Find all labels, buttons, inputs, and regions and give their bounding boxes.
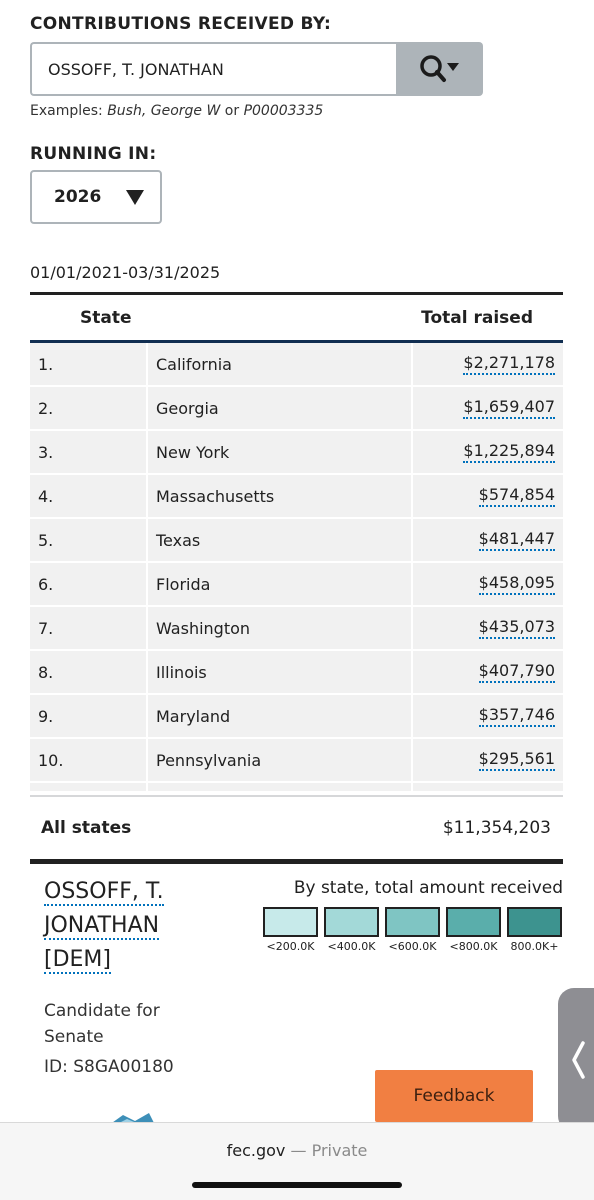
row-amount-link[interactable]: $357,746 xyxy=(479,705,555,727)
caret-down-icon xyxy=(447,63,459,71)
legend-swatch xyxy=(507,907,562,937)
map-legend xyxy=(263,907,562,953)
legend-swatch xyxy=(385,907,440,937)
row-amount-link[interactable]: $458,095 xyxy=(479,573,555,595)
table-row xyxy=(30,431,563,475)
table-row xyxy=(30,343,563,387)
election-year-select[interactable] xyxy=(30,170,162,224)
row-state: Pennsylvania xyxy=(148,739,413,781)
candidate-office: Candidate for Senate xyxy=(44,1001,160,1047)
legend-label: <200.0K xyxy=(266,940,315,953)
row-rank: 3. xyxy=(30,431,148,473)
column-header-total: Total raised xyxy=(421,307,533,328)
candidate-name-link[interactable]: OSSOFF, T. JONATHAN [DEM] xyxy=(44,879,164,972)
row-amount-link[interactable]: $407,790 xyxy=(479,661,555,683)
row-rank: 4. xyxy=(30,475,148,517)
row-rank: 1. xyxy=(30,343,148,385)
legend-item xyxy=(263,907,318,953)
table-row xyxy=(30,563,563,607)
all-states-total: $11,354,203 xyxy=(442,818,551,838)
row-state: Maryland xyxy=(148,695,413,737)
address-text[interactable]: fec.gov — Private xyxy=(226,1141,368,1160)
legend-swatch xyxy=(324,907,379,937)
table-row xyxy=(30,475,563,519)
row-state: Texas xyxy=(148,519,413,561)
row-state: Florida xyxy=(148,563,413,605)
legend-label: 800.0K+ xyxy=(510,940,559,953)
row-rank: 10. xyxy=(30,739,148,781)
table-bottom-rule xyxy=(30,859,563,864)
row-rank: 6. xyxy=(30,563,148,605)
row-state: New York xyxy=(148,431,413,473)
table-row xyxy=(30,695,563,739)
column-header-state: State xyxy=(80,307,132,328)
legend-item xyxy=(446,907,501,953)
example-name: Bush, George W xyxy=(107,103,221,119)
table-header xyxy=(30,295,563,343)
row-amount-link[interactable]: $1,225,894 xyxy=(463,441,555,463)
search-button[interactable] xyxy=(396,42,483,96)
row-rank: 5. xyxy=(30,519,148,561)
row-amount-link[interactable]: $481,447 xyxy=(479,529,555,551)
chevron-left-icon xyxy=(570,1040,586,1080)
row-amount-link[interactable]: $435,073 xyxy=(479,617,555,639)
table-row xyxy=(30,519,563,563)
table-body xyxy=(30,343,563,783)
candidate-search-input[interactable] xyxy=(30,42,396,96)
legend-item xyxy=(324,907,379,953)
date-range: 01/01/2021-03/31/2025 xyxy=(30,263,221,282)
running-in-label: RUNNING IN: xyxy=(30,144,157,164)
legend-label: <800.0K xyxy=(449,940,498,953)
table-row xyxy=(30,387,563,431)
all-states-row xyxy=(30,795,563,859)
side-panel-tab[interactable] xyxy=(558,988,594,1132)
all-states-label: All states xyxy=(41,818,132,838)
browser-address-bar xyxy=(0,1122,594,1200)
row-state: Washington xyxy=(148,607,413,649)
feedback-button[interactable]: Feedback xyxy=(375,1070,533,1122)
home-indicator xyxy=(192,1182,402,1188)
search-row xyxy=(30,42,483,96)
row-rank: 2. xyxy=(30,387,148,429)
row-amount-link[interactable]: $574,854 xyxy=(479,485,555,507)
table-row xyxy=(30,607,563,651)
row-amount-link[interactable]: $2,271,178 xyxy=(463,353,555,375)
contributions-label: CONTRIBUTIONS RECEIVED BY: xyxy=(30,14,332,34)
row-amount-link[interactable]: $295,561 xyxy=(479,749,555,771)
row-rank: 8. xyxy=(30,651,148,693)
legend-swatch xyxy=(263,907,318,937)
caret-down-icon xyxy=(126,190,144,205)
row-rank: 9. xyxy=(30,695,148,737)
example-id: P00003335 xyxy=(243,103,324,119)
row-state: Georgia xyxy=(148,387,413,429)
table-row xyxy=(30,739,563,783)
legend-swatch xyxy=(446,907,501,937)
legend-item xyxy=(507,907,562,953)
election-year-value: 2026 xyxy=(54,187,102,207)
table-row xyxy=(30,651,563,695)
search-icon xyxy=(418,54,462,84)
candidate-id: ID: S8GA00180 xyxy=(44,1057,174,1077)
row-rank: 7. xyxy=(30,607,148,649)
legend-item xyxy=(385,907,440,953)
legend-title: By state, total amount received xyxy=(293,878,563,898)
table-row-partial xyxy=(30,783,563,791)
legend-label: <600.0K xyxy=(388,940,437,953)
state-totals-table xyxy=(30,292,563,864)
row-amount-link[interactable]: $1,659,407 xyxy=(463,397,555,419)
row-state: Massachusetts xyxy=(148,475,413,517)
legend-label: <400.0K xyxy=(327,940,376,953)
private-mode-label: Private xyxy=(311,1141,368,1160)
row-state: California xyxy=(148,343,413,385)
search-examples: Examples: Bush, George W or P00003335 xyxy=(30,103,324,119)
domain: fec.gov xyxy=(226,1141,286,1160)
row-state: Illinois xyxy=(148,651,413,693)
